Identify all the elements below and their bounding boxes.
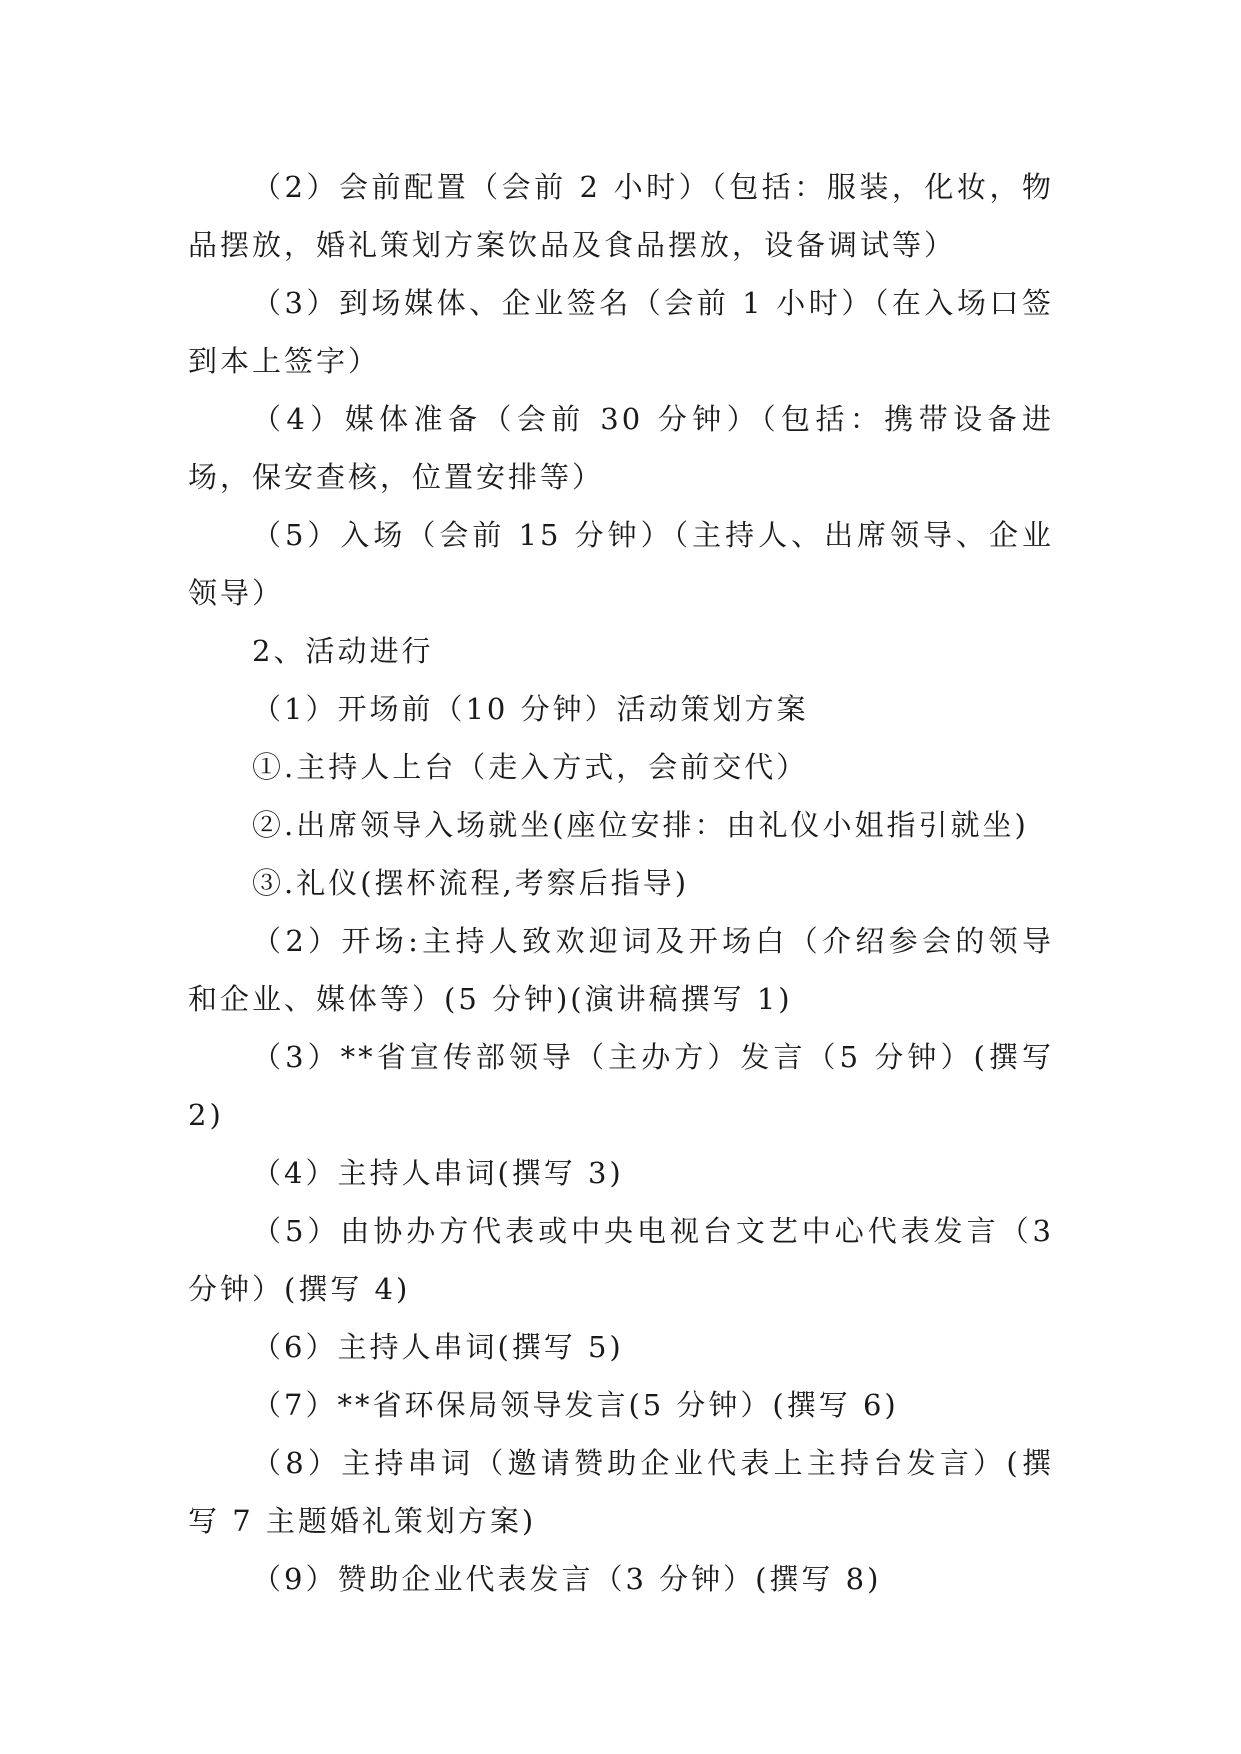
paragraph: （2）开场:主持人致欢迎词及开场白（介绍参会的领导和企业、媒体等）(5 分钟)(演讲稿撰写 1): [188, 924, 1054, 1016]
paragraph: （7）**省环保局领导发言(5 分钟）(撰写 6): [252, 1388, 899, 1422]
list-item: ①.主持人上台（走入方式，会前交代）: [252, 750, 809, 784]
paragraph: （6）主持人串词(撰写 5): [252, 1330, 624, 1364]
paragraph: （4）媒体准备（会前 30 分钟）（包括：携带设备进场，保安查核，位置安排等）: [188, 402, 1054, 494]
list-item: ②.出席领导入场就坐(座位安排：由礼仪小姐指引就坐): [252, 808, 1029, 842]
paragraph: （5）入场（会前 15 分钟）（主持人、出席领导、企业领导）: [188, 518, 1054, 610]
section-heading: 2、活动进行: [252, 634, 434, 668]
paragraph: （8）主持串词（邀请赞助企业代表上主持台发言）(撰写 7 主题婚礼策划方案): [188, 1446, 1054, 1538]
list-item: ③.礼仪(摆杯流程,考察后指导): [252, 866, 690, 900]
document-body: [188, 158, 1054, 1608]
paragraph: （9）赞助企业代表发言（3 分钟）(撰写 8): [252, 1562, 882, 1596]
paragraph: （3）到场媒体、企业签名（会前 1 小时）（在入场口签到本上签字）: [188, 286, 1054, 378]
paragraph: （3）**省宣传部领导（主办方）发言（5 分钟）(撰写 2): [188, 1040, 1054, 1132]
paragraph: （1）开场前（10 分钟）活动策划方案: [252, 692, 809, 726]
paragraph: （2）会前配置（会前 2 小时）（包括：服装，化妆，物品摆放，婚礼策划方案饮品及食品摆放，设备调试等）: [188, 170, 1054, 262]
paragraph: （4）主持人串词(撰写 3): [252, 1156, 624, 1190]
paragraph: （5）由协办方代表或中央电视台文艺中心代表发言（3 分钟）(撰写 4): [188, 1214, 1054, 1306]
